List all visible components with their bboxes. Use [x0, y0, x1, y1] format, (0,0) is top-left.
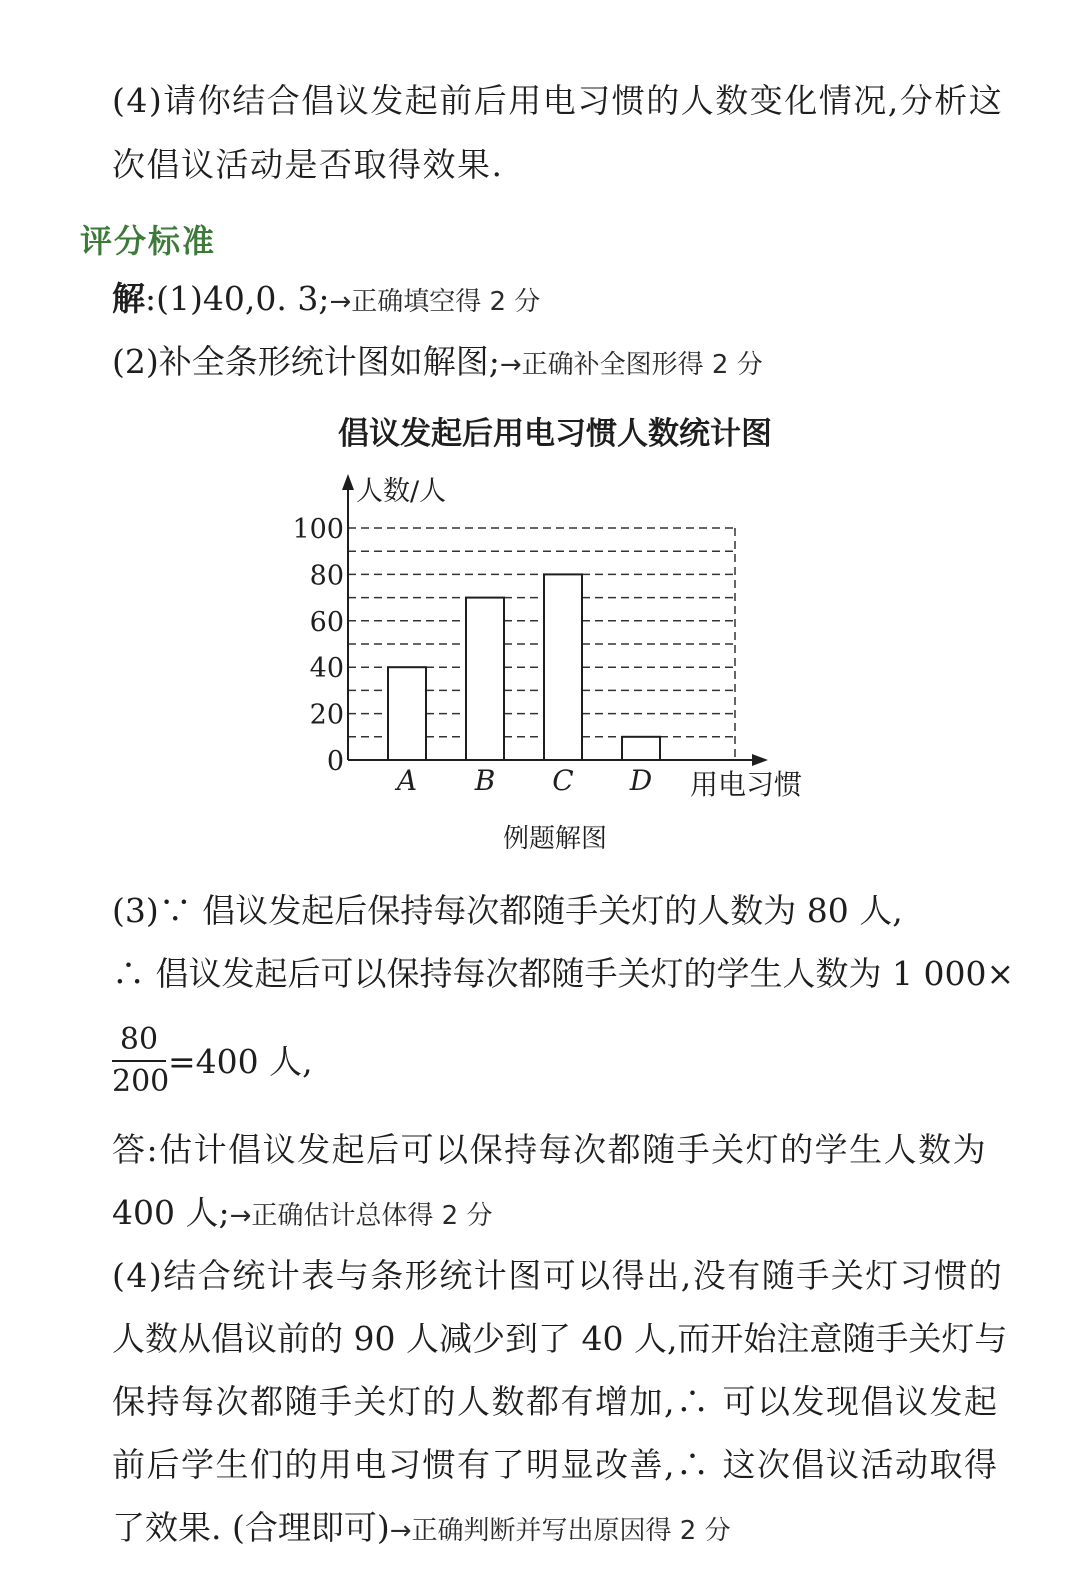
solution-1 — [112, 279, 541, 318]
bar-chart — [0, 460, 1080, 810]
y-tick-label: 40 — [309, 653, 344, 685]
x-axis-arrow-icon — [752, 754, 768, 766]
solution-4-line-2: 人数从倡议前的 90 人减少到了 40 人,而开始注意随手关灯与 — [112, 1319, 1008, 1358]
y-tick-label: 20 — [309, 699, 344, 731]
solution-4-line-5 — [112, 1508, 731, 1547]
y-tick-label: 60 — [309, 606, 344, 638]
q4-line-2: 次倡议活动是否取得效果. — [112, 145, 504, 184]
solution-3-line-3: =400 人, — [168, 1042, 313, 1081]
solution-3-note: →正确估计总体得 2 分 — [229, 1201, 493, 1231]
y-axis-arrow-icon — [342, 474, 354, 490]
solution-3-line-2: ∴ 倡议发起后可以保持每次都随手关灯的学生人数为 1 000× — [112, 954, 1015, 993]
solution-label: 解 — [112, 279, 145, 318]
x-tick-label: B — [474, 764, 496, 797]
q4-line-1: (4)请你结合倡议发起前后用电习惯的人数变化情况,分析这 — [112, 81, 1004, 120]
fraction-numerator: 80 — [119, 1022, 159, 1057]
y-tick-label: 80 — [309, 560, 344, 592]
y-axis-label: 人数/人 — [356, 476, 447, 507]
solution-3-line-5 — [112, 1193, 493, 1232]
solution-4-line-1: (4)结合统计表与条形统计图可以得出,没有随手关灯习惯的 — [112, 1256, 1004, 1295]
solution-4-line-5-text: 了效果. (合理即可) — [112, 1508, 390, 1547]
bar-D — [622, 737, 660, 760]
solution-2 — [112, 342, 763, 381]
solution-3-line-5-text: 400 人; — [112, 1193, 230, 1232]
solution-2-text: (2)补全条形统计图如解图; — [112, 342, 500, 381]
bar-C — [544, 574, 582, 760]
fraction — [112, 1022, 170, 1100]
y-tick-label: 0 — [326, 746, 344, 777]
solution-1-text: :(1)40,0. 3; — [145, 279, 330, 318]
chart-title: 倡议发起后用电习惯人数统计图 — [338, 416, 772, 452]
chart-caption: 例题解图 — [502, 824, 607, 854]
bar-A — [388, 667, 426, 760]
solution-4-line-4: 前后学生们的用电习惯有了明显改善,∴ 这次倡议活动取得 — [112, 1445, 999, 1484]
scoring-heading: 评分标准 — [80, 222, 217, 260]
x-tick-label: D — [629, 764, 653, 797]
fraction-bar — [112, 1060, 166, 1062]
solution-4-line-3: 保持每次都随手关灯的人数都有增加,∴ 可以发现倡议发起 — [112, 1382, 999, 1421]
solution-3-line-1: (3)∵ 倡议发起后保持每次都随手关灯的人数为 80 人, — [112, 891, 903, 930]
x-axis-label: 用电习惯 — [690, 768, 803, 801]
solution-3-line-4: 答:估计倡议发起后可以保持每次都随手关灯的学生人数为 — [112, 1130, 988, 1169]
solution-4-note: →正确判断并写出原因得 2 分 — [389, 1516, 731, 1546]
solution-1-note: →正确填空得 2 分 — [329, 287, 541, 317]
y-tick-label: 100 — [292, 514, 344, 545]
x-tick-label: C — [552, 764, 574, 797]
x-tick-label: A — [396, 764, 418, 797]
fraction-denominator: 200 — [112, 1064, 170, 1099]
solution-2-note: →正确补全图形得 2 分 — [499, 350, 763, 380]
bar-B — [466, 598, 504, 760]
